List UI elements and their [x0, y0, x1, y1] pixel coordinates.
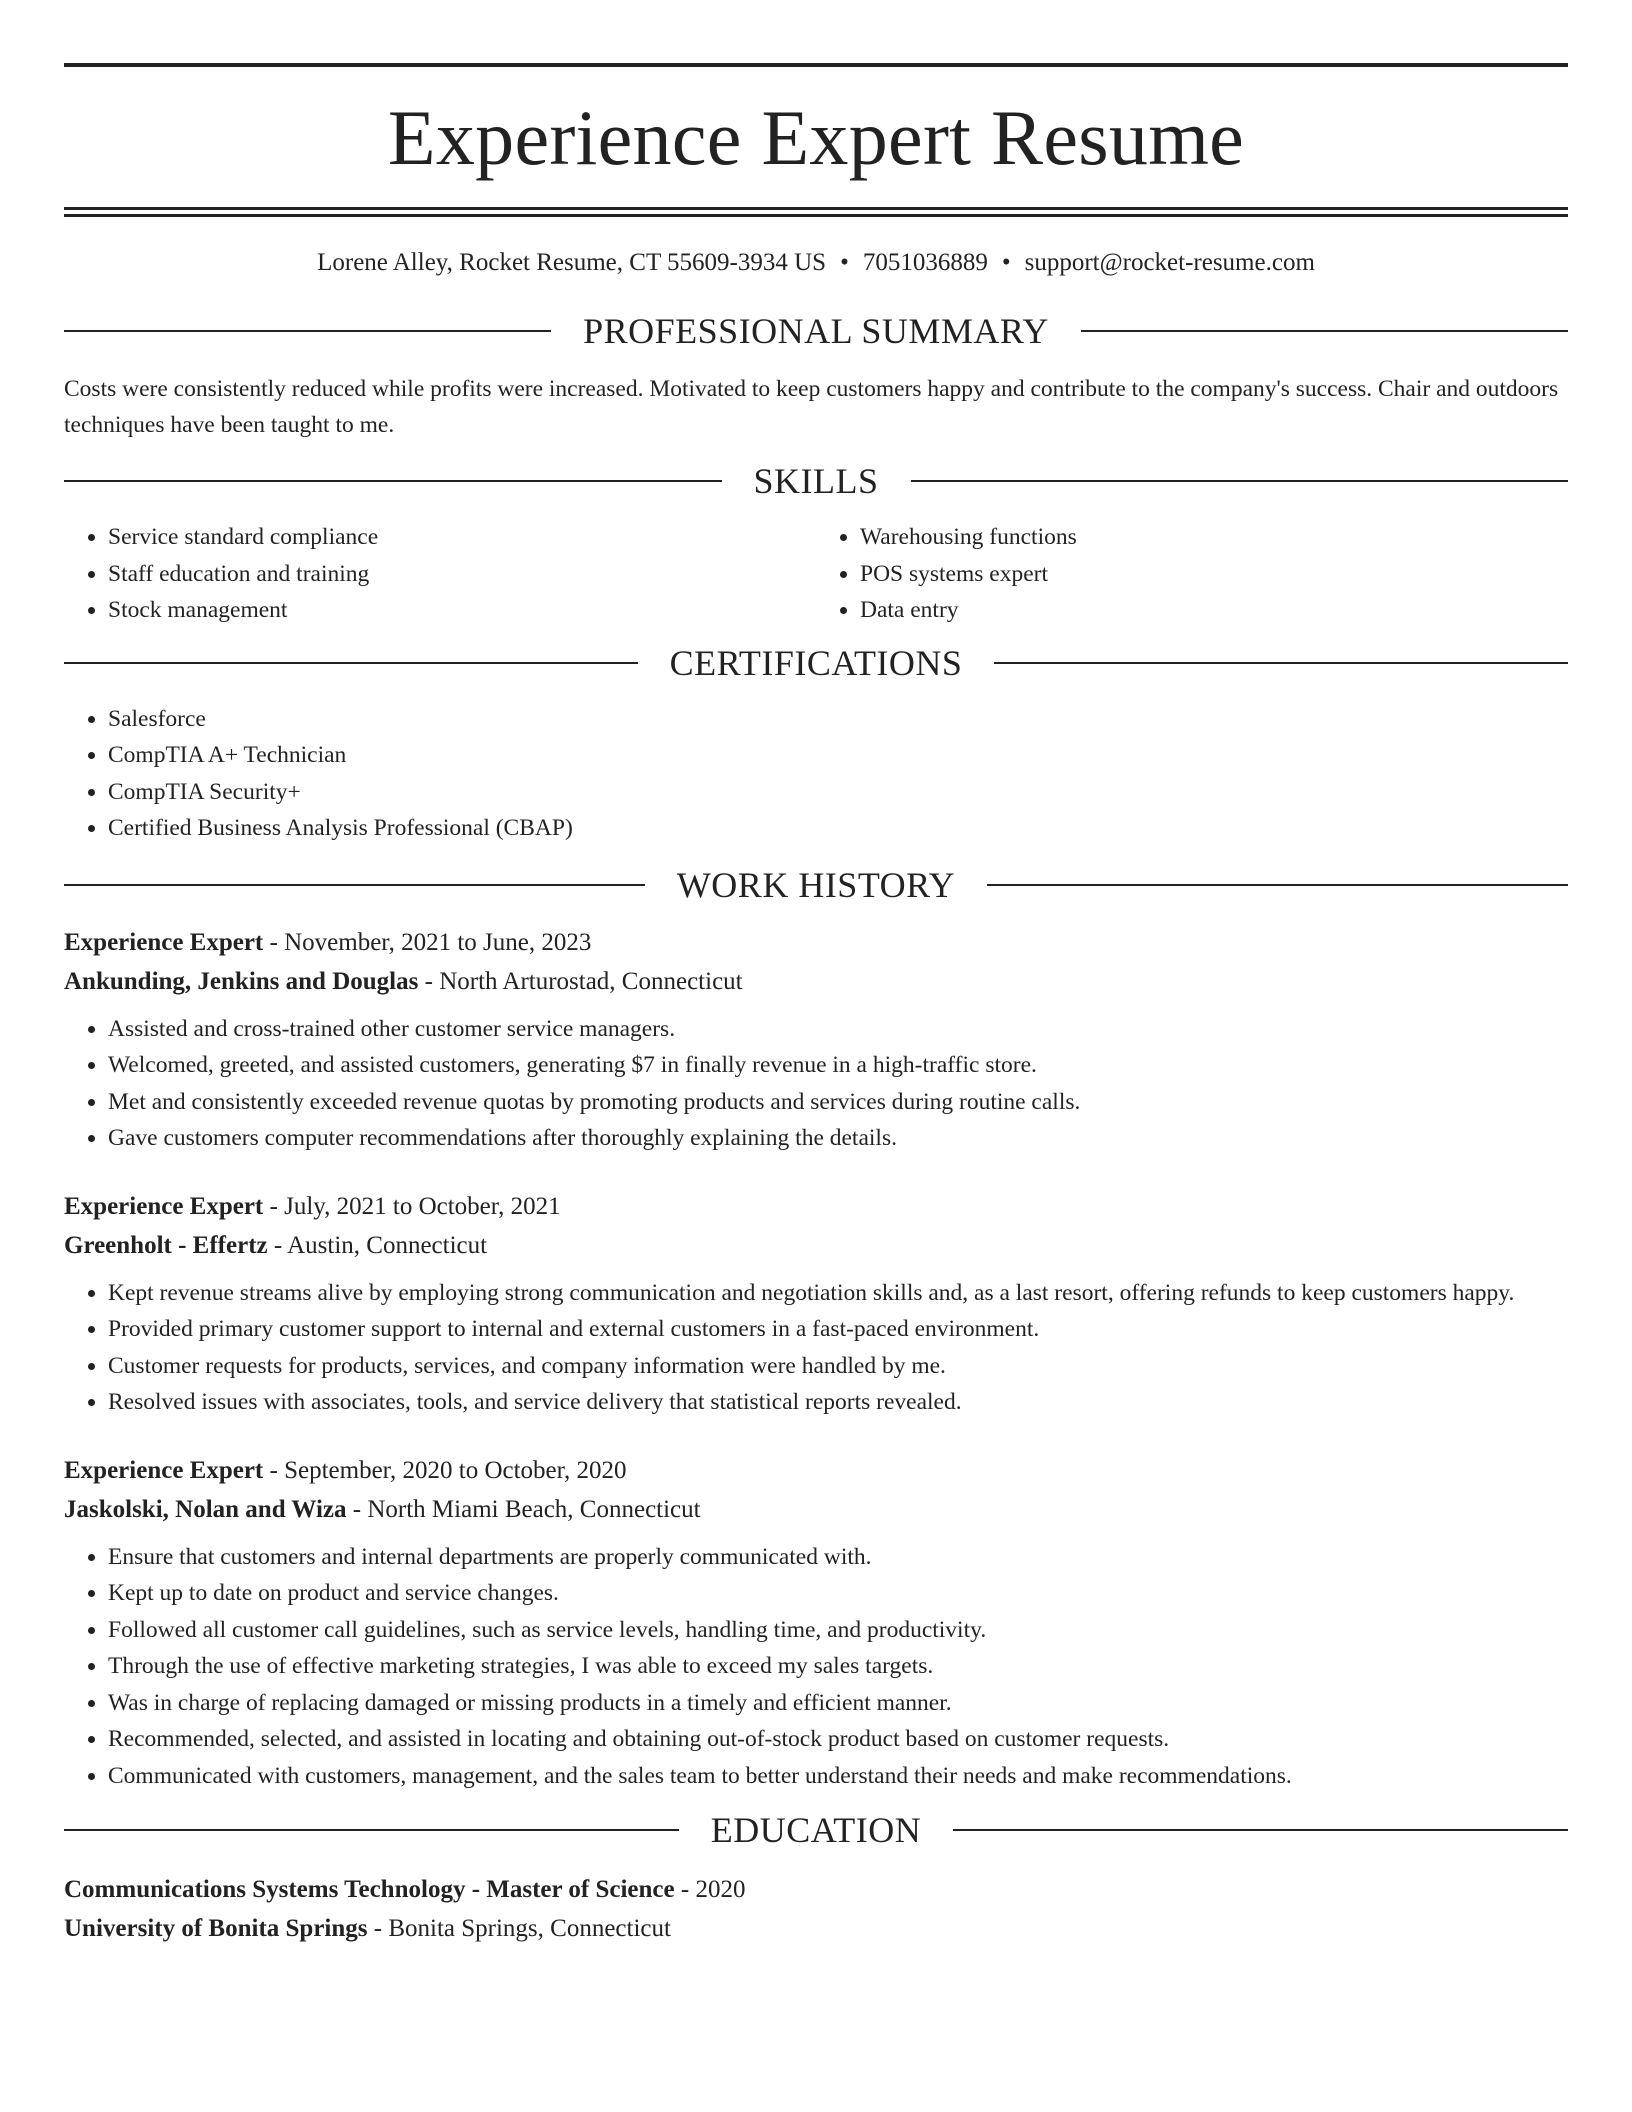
certification-item: • CompTIA Security+	[108, 774, 1568, 811]
summary-text: Costs were consistently reduced while profits were increased. Motivated to keep customers happy and contribute to the company's success. Chair and outdoors techniques have been taught to me.	[64, 376, 1559, 438]
heading-rule-left	[64, 480, 722, 482]
job-bullet: • Followed all customer call guidelines, such as service levels, handling time, and productivity.	[108, 1612, 1568, 1649]
job-bullets	[64, 1275, 1568, 1421]
heading-rule-right	[953, 1829, 1568, 1831]
job-company: Greenholt - Effertz	[64, 1231, 268, 1259]
section-title: WORK HISTORY	[676, 864, 956, 905]
contact-separator: •	[840, 249, 849, 276]
contact-separator: •	[1001, 249, 1011, 276]
heading-rule-left	[64, 662, 638, 664]
job-location: North Miami Beach, Connecticut	[367, 1495, 701, 1523]
section-heading-work-history	[64, 864, 1568, 905]
education-school-line: University of Bonita Springs - Bonita Springs, Connecticut	[64, 1915, 671, 1942]
job-bullet: • Resolved issues with associates, tools, and service delivery that statistical reports revealed.	[108, 1384, 1568, 1421]
education-school: University of Bonita Springs	[64, 1915, 368, 1942]
heading-rule-left	[64, 330, 551, 332]
job-bullet: • Welcomed, greeted, and assisted customers, generating $7 in finally revenue in a high-traffic store.	[108, 1047, 1568, 1084]
title-double-rule	[64, 207, 1568, 217]
heading-rule-right	[1081, 330, 1568, 332]
skills-list	[64, 519, 1568, 629]
section-heading-education	[64, 1812, 1568, 1848]
job-company-line: Jaskolski, Nolan and Wiza - North Miami Beach, Connecticut	[64, 1495, 701, 1523]
job-bullet: • Kept up to date on product and service changes.	[108, 1575, 1568, 1612]
job-bullet: • Met and consistently exceeded revenue quotas by promoting products and services during routine calls.	[108, 1084, 1568, 1121]
heading-rule-left	[64, 884, 645, 886]
certification-item: • Certified Business Analysis Professional (CBAP)	[108, 810, 1568, 847]
contact-email: support@rocket-resume.com	[1024, 249, 1315, 276]
skill-item: • Stock management	[108, 592, 816, 629]
heading-rule-right	[987, 884, 1568, 886]
job-entry	[64, 1187, 1568, 1421]
education-degree: Communications Systems Technology - Master of Science	[64, 1876, 675, 1903]
job-location: Austin, Connecticut	[287, 1231, 488, 1259]
skill-item: • Warehousing functions	[860, 519, 1568, 556]
education-location: Bonita Springs, Connecticut	[388, 1915, 671, 1942]
section-title: SKILLS	[753, 461, 879, 501]
job-bullet: • Through the use of effective marketing strategies, I was able to exceed my sales targets.	[108, 1648, 1568, 1685]
job-dates: September, 2020 to October, 2020	[284, 1456, 627, 1484]
skill-item: • Data entry	[860, 592, 1568, 629]
education-degree-line: Communications Systems Technology - Master of Science - 2020	[64, 1876, 746, 1903]
job-company-line: Greenholt - Effertz - Austin, Connecticut	[64, 1231, 488, 1259]
skills-column-right	[816, 519, 1568, 629]
job-company-line: Ankunding, Jenkins and Douglas - North Arturostad, Connecticut	[64, 967, 743, 995]
job-title-line: Experience Expert - September, 2020 to October, 2020	[64, 1456, 627, 1484]
job-entry	[64, 1451, 1568, 1795]
job-bullet: • Gave customers computer recommendations after thoroughly explaining the details.	[108, 1120, 1568, 1157]
skill-item: • Staff education and training	[108, 556, 816, 593]
job-company: Ankunding, Jenkins and Douglas	[64, 967, 419, 995]
section-heading-certifications	[64, 642, 1568, 683]
section-heading-skills	[64, 463, 1568, 499]
education-year: 2020	[695, 1876, 746, 1903]
certifications-list	[64, 701, 1568, 847]
heading-rule-right	[994, 662, 1568, 664]
heading-rule-left	[64, 1829, 679, 1831]
job-title-line: Experience Expert - July, 2021 to October, 2021	[64, 1192, 561, 1220]
contact-line	[64, 249, 1568, 277]
job-bullet: • Kept revenue streams alive by employing strong communication and negotiation skills and, as a last resort, offering refunds to keep customers happy.	[108, 1275, 1568, 1312]
job-bullet: • Customer requests for products, services, and company information were handled by me.	[108, 1348, 1568, 1385]
certification-item: • CompTIA A+ Technician	[108, 737, 1568, 774]
heading-rule-right	[911, 480, 1569, 482]
job-bullet: • Assisted and cross-trained other customer service managers.	[108, 1011, 1568, 1048]
job-company: Jaskolski, Nolan and Wiza	[64, 1495, 347, 1523]
job-role: Experience Expert	[64, 1192, 264, 1220]
job-entry	[64, 923, 1568, 1157]
job-bullet: • Provided primary customer support to internal and external customers in a fast-paced environment.	[108, 1311, 1568, 1348]
job-bullets	[64, 1539, 1568, 1795]
job-dates: July, 2021 to October, 2021	[284, 1192, 561, 1220]
section-title: EDUCATION	[710, 1810, 922, 1850]
job-bullet: • Ensure that customers and internal departments are properly communicated with.	[108, 1539, 1568, 1576]
skill-item: • Service standard compliance	[108, 519, 816, 556]
job-role: Experience Expert	[64, 928, 264, 956]
section-title: PROFESSIONAL SUMMARY	[583, 311, 1049, 351]
job-role: Experience Expert	[64, 1456, 264, 1484]
certification-item: • Salesforce	[108, 701, 1568, 738]
skills-column-left	[64, 519, 816, 629]
job-bullet: • Recommended, selected, and assisted in locating and obtaining out-of-stock product based on customer requests.	[108, 1721, 1568, 1758]
job-bullets	[64, 1011, 1568, 1157]
section-title: CERTIFICATIONS	[669, 642, 963, 683]
job-bullet: • Communicated with customers, management, and the sales team to better understand their needs and make recommendations.	[108, 1758, 1568, 1795]
job-title-line: Experience Expert - November, 2021 to June, 2023	[64, 928, 592, 956]
job-bullet: • Was in charge of replacing damaged or missing products in a timely and efficient manner.	[108, 1685, 1568, 1722]
job-dates: November, 2021 to June, 2023	[284, 928, 592, 956]
education-entry	[64, 1870, 1568, 1948]
contact-address: Lorene Alley, Rocket Resume, CT 55609-3934 US	[317, 249, 827, 276]
skill-item: • POS systems expert	[860, 556, 1568, 593]
job-location: North Arturostad, Connecticut	[439, 967, 743, 995]
section-heading-summary	[64, 313, 1568, 349]
page-title: Experience Expert Resume	[387, 94, 1245, 181]
contact-phone: 7051036889	[862, 249, 988, 276]
